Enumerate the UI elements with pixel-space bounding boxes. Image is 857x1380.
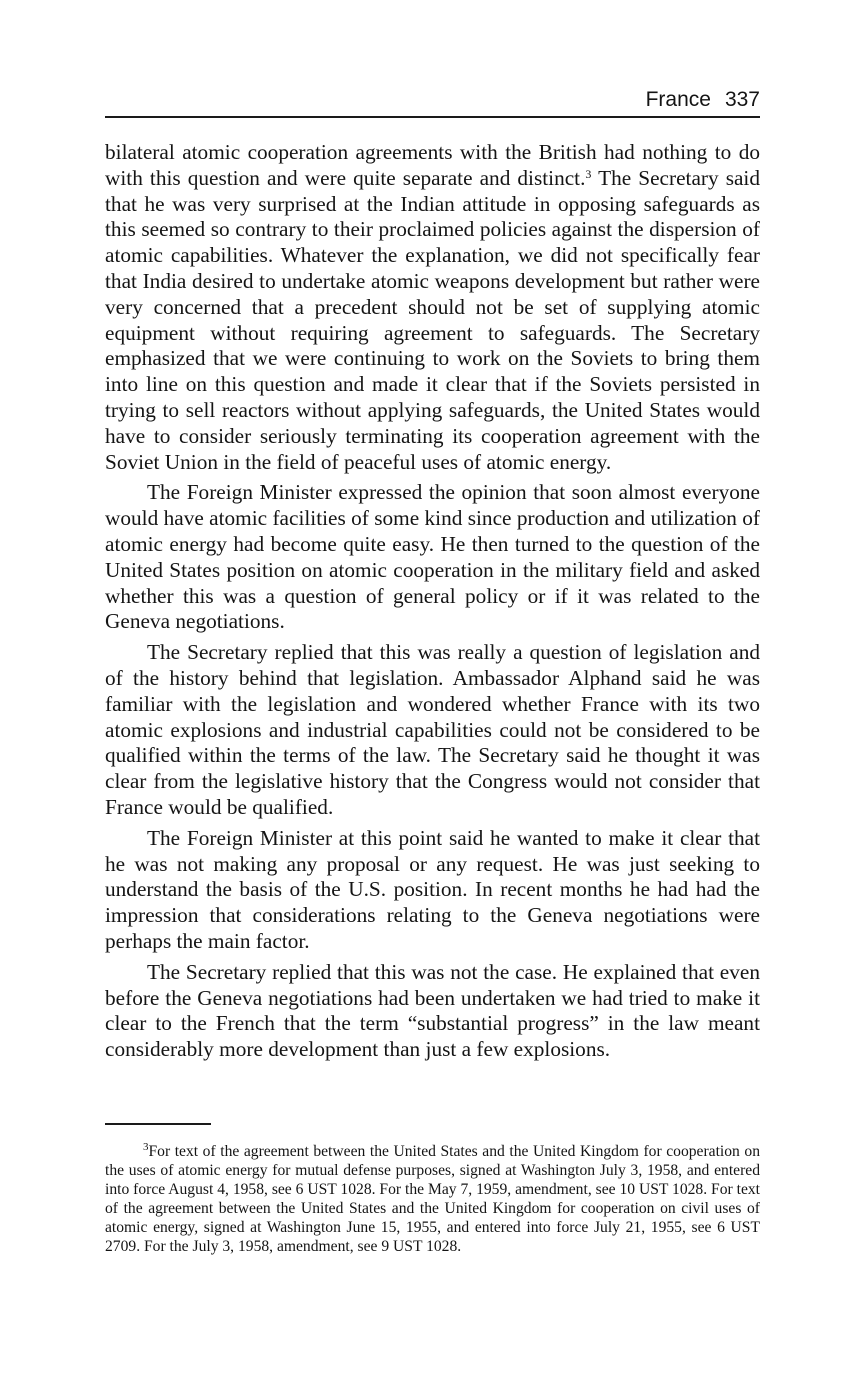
paragraph-2: The Foreign Minister expressed the opinion that soon almost everyone would have atomic facilities of some kind since production and utilization of atomic energy had become quite easy. He then turned to the question of the United States position on atomic cooperation in the military field and asked whether this was a question of general policy or if it was related to the Geneva negotiations.: [105, 480, 760, 634]
paragraph-5: The Secretary replied that this was not the case. He explained that even before the Geneva negotiations had been undertaken we had tried to make it clear to the French that the term “substantial progress” in the law meant considerably more development than just a few explosions.: [105, 959, 760, 1062]
footnote-marker: 3: [143, 1141, 149, 1153]
paragraph-1: [105, 140, 760, 475]
footnote: [105, 1143, 760, 1256]
paragraph-3: The Secretary replied that this was really a question of legislation and of the history behind that legislation. Ambassador Alphand said he was familiar with the legislation and wondered whether France with its two atomic explosions and industrial capabilities could not be considered to be qualified within the terms of the law. The Secretary said he thought it was clear from the legislative history that the Congress would not consider that France would be qualified.: [105, 640, 760, 819]
footnote-rule: [105, 1123, 211, 1125]
running-header: [105, 88, 760, 116]
footnote-reference: 3: [585, 166, 592, 181]
paragraph-4: The Foreign Minister at this point said he wanted to make it clear that he was not making any proposal or any request. He was just seeking to understand the basis of the U.S. position. In recent months he had had the impression that considerations relating to the Geneva negotiations were perhaps the main factor.: [105, 825, 760, 953]
running-title: France: [645, 88, 711, 111]
page-number: 337: [724, 88, 760, 111]
footnote-text: For text of the agreement between the United States and the United Kingdom for cooperation on the uses of atomic energy for mutual defense purposes, signed at Washington July 3, 1958, and entered into force August 4, 1958, see 6 UST 1028. For the May 7, 1959, amendment, see 10 UST 1028. For text of the agreement between the United States and the United Kingdom for cooperation on civil uses of atomic energy, signed at Washington June 15, 1955, and entered into force July 21, 1955, see 6 UST 2709. For the July 3, 1958, amendment, see 9 UST 1028.: [105, 1143, 760, 1255]
body-text: [105, 140, 760, 1068]
paragraph-1-text-a: bilateral atomic cooperation agreements with the British had nothing to do with this question and were quite separate and distinct.: [105, 140, 760, 190]
paragraph-1-text-b: The Secretary said that he was very surprised at the Indian attitude in opposing safeguards as this seemed so contrary to their proclaimed policies against the dispersion of atomic capabilities. Whatever the explanation, we did not specifically fear that India desired to undertake atomic weapons development but rather were very concerned that a precedent should not be set of supplying atomic equipment without requiring agreement to safeguards. The Secretary emphasized that we were continuing to work on the Soviets to bring them into line on this question and made it clear that if the Soviets persisted in trying to sell reactors without applying safeguards, the United States would have to consider seriously terminating its cooperation agreement with the Soviet Union in the field of peaceful uses of atomic energy.: [105, 165, 760, 474]
header-rule: [105, 116, 760, 118]
